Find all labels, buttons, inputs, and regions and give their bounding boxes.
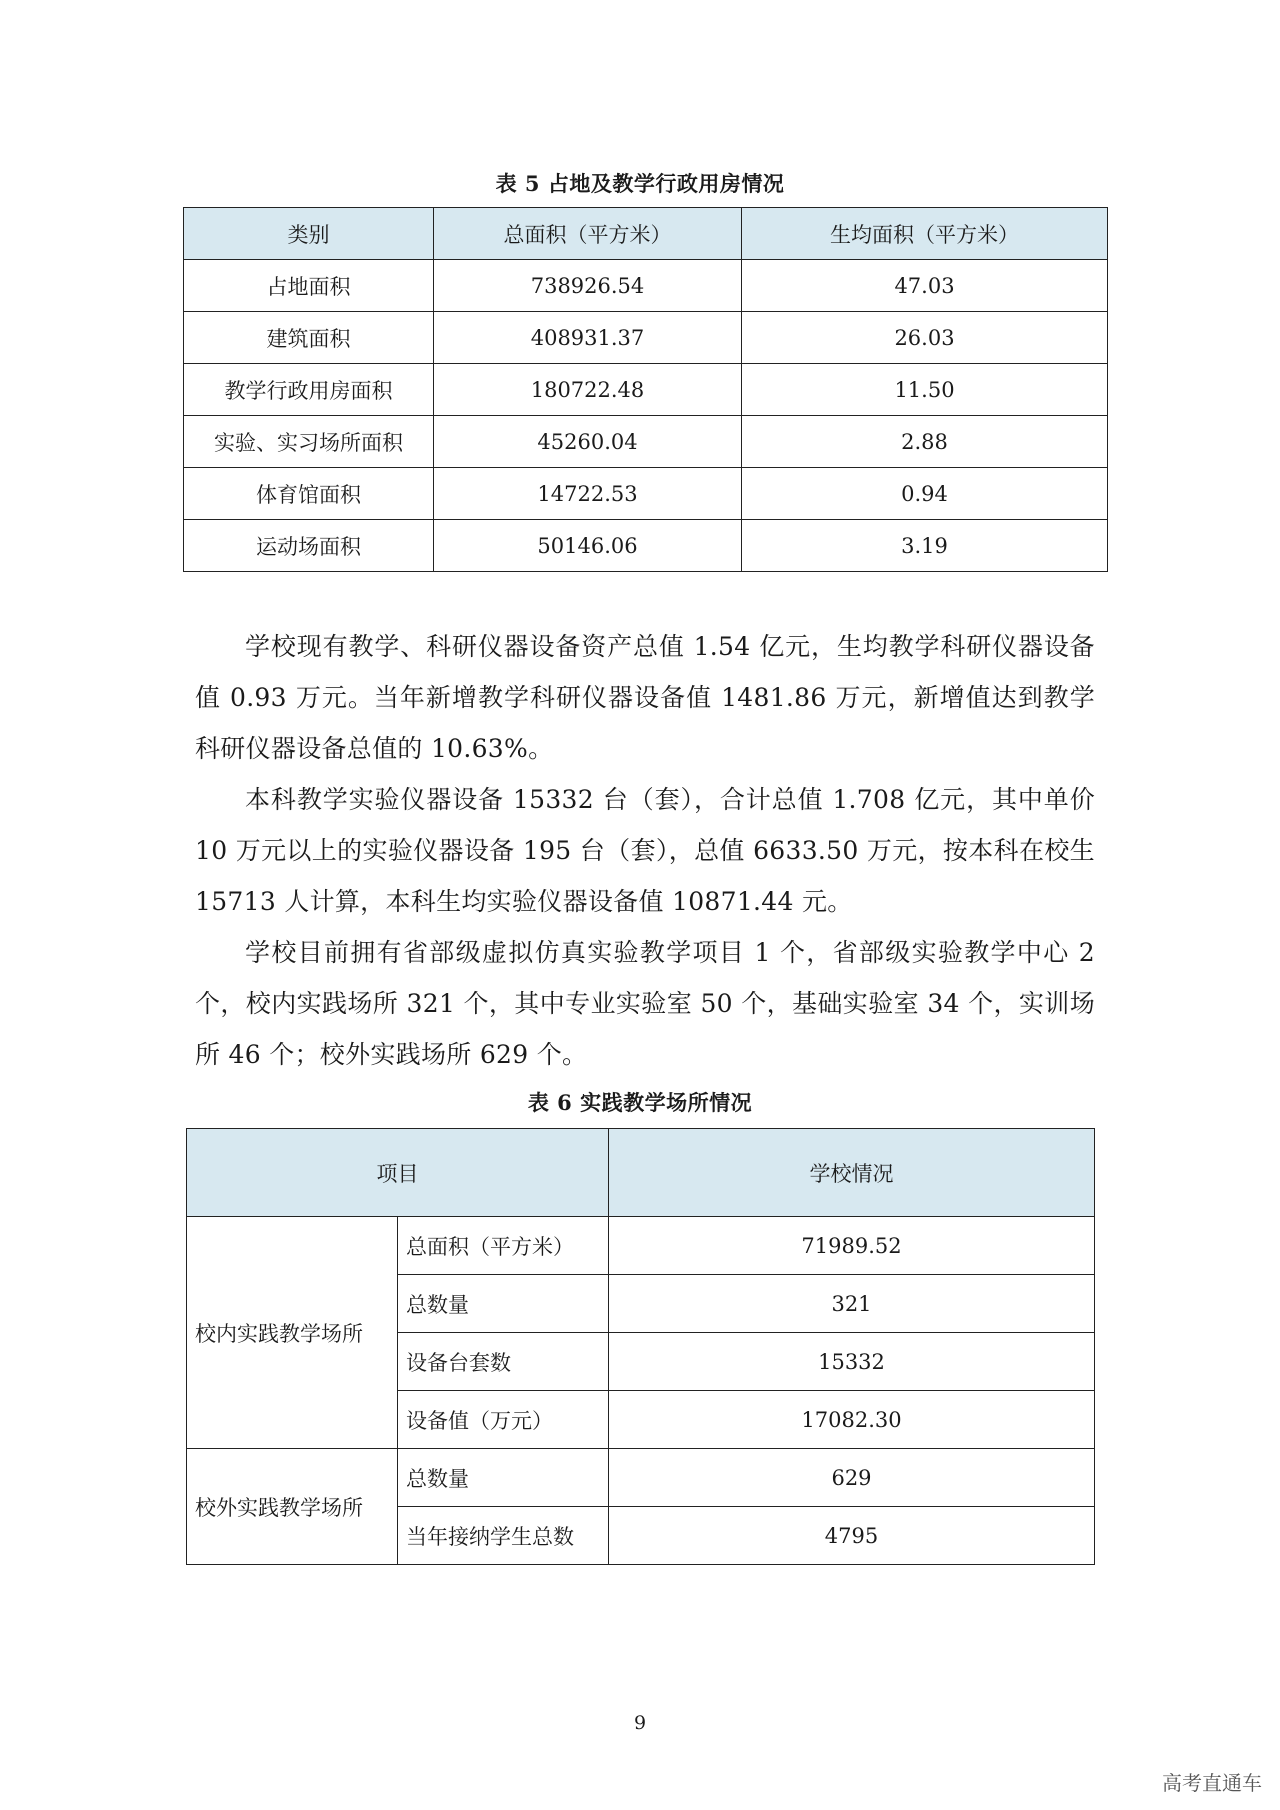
group-internal-practice-sites: 校内实践教学场所	[187, 1217, 398, 1449]
item-cell: 当年接纳学生总数	[398, 1507, 609, 1565]
table-row	[184, 520, 1108, 572]
item-cell: 总面积（平方米）	[398, 1217, 609, 1275]
per-student-area-cell: 47.03	[742, 260, 1108, 312]
column-header-per-student-area: 生均面积（平方米）	[742, 208, 1108, 260]
land-building-area-table	[183, 207, 1108, 572]
column-header-total-area: 总面积（平方米）	[434, 208, 742, 260]
item-cell: 总数量	[398, 1449, 609, 1507]
paragraph-equipment-assets: 学校现有教学、科研仪器设备资产总值 1.54 亿元，生均教学科研仪器设备值 0.93 万元。当年新增教学科研仪器设备值 1481.86 万元，新增值达到教学科研仪器设备总值的 10.63%。	[195, 632, 1095, 763]
category-cell: 运动场面积	[184, 520, 434, 572]
total-area-cell: 738926.54	[434, 260, 742, 312]
total-area-cell: 180722.48	[434, 364, 742, 416]
total-area-cell: 408931.37	[434, 312, 742, 364]
category-cell: 实验、实习场所面积	[184, 416, 434, 468]
table-row	[184, 416, 1108, 468]
table-row	[184, 312, 1108, 364]
watermark: 高考直通车	[1162, 1771, 1262, 1795]
column-header-school-status: 学校情况	[609, 1129, 1095, 1217]
practice-sites-table	[186, 1128, 1095, 1565]
table6-caption: 表 6 实践教学场所情况	[527, 1090, 753, 1115]
table5-caption: 表 5 占地及教学行政用房情况	[495, 171, 785, 196]
table-header-row	[187, 1129, 1095, 1217]
per-student-area-cell: 26.03	[742, 312, 1108, 364]
table-row	[187, 1217, 1095, 1275]
value-cell: 4795	[609, 1507, 1095, 1565]
per-student-area-cell: 2.88	[742, 416, 1108, 468]
value-cell: 71989.52	[609, 1217, 1095, 1275]
total-area-cell: 45260.04	[434, 416, 742, 468]
group-external-practice-sites: 校外实践教学场所	[187, 1449, 398, 1565]
per-student-area-cell: 0.94	[742, 468, 1108, 520]
item-cell: 总数量	[398, 1275, 609, 1333]
value-cell: 629	[609, 1449, 1095, 1507]
category-cell: 体育馆面积	[184, 468, 434, 520]
per-student-area-cell: 11.50	[742, 364, 1108, 416]
table-row	[184, 468, 1108, 520]
paragraph-lab-equipment: 本科教学实验仪器设备 15332 台（套），合计总值 1.708 亿元，其中单价 10 万元以上的实验仪器设备 195 台（套），总值 6633.50 万元，按本科在校生 15713 人计算，本科生均实验仪器设备值 10871.44 元。	[195, 785, 1095, 916]
table-row	[184, 364, 1108, 416]
total-area-cell: 50146.06	[434, 520, 742, 572]
page-number: 9	[633, 1712, 647, 1734]
paragraph-practice-sites: 学校目前拥有省部级虚拟仿真实验教学项目 1 个，省部级实验教学中心 2 个，校内实践场所 321 个，其中专业实验室 50 个，基础实验室 34 个，实训场所 46 个；校外实践场所 629 个。	[195, 938, 1095, 1069]
table-header-row	[184, 208, 1108, 260]
category-cell: 占地面积	[184, 260, 434, 312]
per-student-area-cell: 3.19	[742, 520, 1108, 572]
value-cell: 321	[609, 1275, 1095, 1333]
value-cell: 15332	[609, 1333, 1095, 1391]
item-cell: 设备台套数	[398, 1333, 609, 1391]
column-header-category: 类别	[184, 208, 434, 260]
total-area-cell: 14722.53	[434, 468, 742, 520]
value-cell: 17082.30	[609, 1391, 1095, 1449]
category-cell: 建筑面积	[184, 312, 434, 364]
item-cell: 设备值（万元）	[398, 1391, 609, 1449]
table-row	[187, 1449, 1095, 1507]
table-row	[184, 260, 1108, 312]
column-header-item: 项目	[187, 1129, 609, 1217]
category-cell: 教学行政用房面积	[184, 364, 434, 416]
